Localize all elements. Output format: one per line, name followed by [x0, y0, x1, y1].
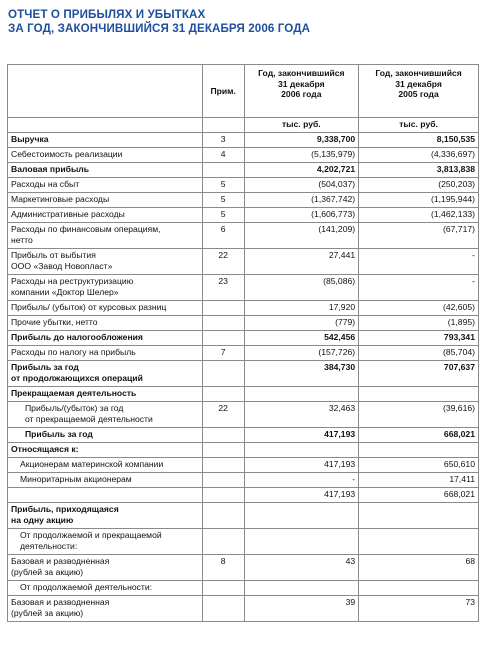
row-label-line: (рублей за акцию)	[11, 607, 84, 618]
table-row	[8, 249, 479, 275]
row-label-line: на одну акцию	[11, 514, 74, 525]
row-value-2006: 17,920	[244, 301, 359, 316]
row-value-2005: (1,195,944)	[359, 193, 479, 208]
row-value-2005: 668,021	[359, 488, 479, 503]
row-value-2006: 32,463	[244, 402, 359, 428]
row-label	[8, 223, 203, 249]
row-label-line: Прибыль за год	[11, 362, 79, 372]
row-label	[8, 458, 203, 473]
row-value-2005: 668,021	[359, 428, 479, 443]
row-label-line: Относящаяся к:	[11, 444, 79, 454]
table-row	[8, 208, 479, 223]
row-value-2006	[244, 387, 359, 402]
row-label	[8, 316, 203, 331]
row-value-2005: 650,610	[359, 458, 479, 473]
header-period-2005-line: 2005 года	[398, 89, 439, 99]
row-value-2005: (42,605)	[359, 301, 479, 316]
row-label-line: Прибыль от выбытия	[11, 250, 96, 260]
row-value-2006: (504,037)	[244, 178, 359, 193]
row-label-line: Расходы по налогу на прибыль	[11, 347, 136, 357]
row-label-line: Валовая прибыль	[11, 164, 90, 174]
row-label	[8, 443, 203, 458]
row-value-2006: 9,338,700	[244, 133, 359, 148]
row-value-2006	[244, 443, 359, 458]
header-period-2006	[244, 65, 359, 118]
report-title-line-1: ОТЧЕТ О ПРИБЫЛЯХ И УБЫТКАХ	[8, 8, 206, 21]
row-label-line: Расходы на сбыт	[11, 179, 80, 189]
row-label	[8, 488, 203, 503]
row-label	[8, 581, 203, 596]
row-label-line: Базовая и разводненная	[11, 597, 110, 607]
row-value-2005: 3,813,838	[359, 163, 479, 178]
row-value-2006: (1,367,742)	[244, 193, 359, 208]
header-period-2005-line: Год, закончившийся	[375, 68, 462, 78]
table-row	[8, 346, 479, 361]
row-value-2005: 8,150,535	[359, 133, 479, 148]
row-value-2006: 417,193	[244, 458, 359, 473]
row-label	[8, 193, 203, 208]
row-label-line: Прибыль до налогообложения	[11, 332, 143, 342]
row-value-2005: -	[359, 249, 479, 275]
row-label-line: Прибыль/ (убыток) от курсовых разниц	[11, 302, 167, 312]
row-label	[8, 361, 203, 387]
units-note-cell	[202, 118, 244, 133]
row-label	[8, 473, 203, 488]
income-statement-table	[7, 64, 479, 622]
row-value-2006	[244, 581, 359, 596]
row-value-2006: (1,606,773)	[244, 208, 359, 223]
row-note: 5	[202, 208, 244, 223]
row-note: 3	[202, 133, 244, 148]
row-value-2005: (85,704)	[359, 346, 479, 361]
row-note: 23	[202, 275, 244, 301]
row-value-2005: (1,895)	[359, 316, 479, 331]
header-label-cell	[8, 65, 203, 118]
table-row	[8, 596, 479, 622]
table-row	[8, 223, 479, 249]
row-label-line: От продолжаемой и прекращаемой	[20, 530, 162, 540]
row-value-2006: 417,193	[244, 428, 359, 443]
row-value-2006: -	[244, 473, 359, 488]
row-label-line: Базовая и разводненная	[11, 556, 110, 566]
table-row	[8, 402, 479, 428]
table-row	[8, 178, 479, 193]
row-value-2005: -	[359, 275, 479, 301]
row-value-2006: 4,202,721	[244, 163, 359, 178]
row-label	[8, 555, 203, 581]
row-note: 5	[202, 193, 244, 208]
row-value-2006: (141,209)	[244, 223, 359, 249]
row-value-2005: (250,203)	[359, 178, 479, 193]
row-value-2006: (779)	[244, 316, 359, 331]
row-label-line: Себестоимость реализации	[11, 149, 123, 159]
table-header-row	[8, 65, 479, 118]
row-value-2006	[244, 503, 359, 529]
row-value-2006: (157,726)	[244, 346, 359, 361]
report-title	[8, 8, 310, 35]
row-label	[8, 596, 203, 622]
row-note: 4	[202, 148, 244, 163]
row-value-2005: 793,341	[359, 331, 479, 346]
row-label-line: от продолжающихся операций	[11, 372, 143, 383]
row-value-2006: 43	[244, 555, 359, 581]
table-row	[8, 193, 479, 208]
row-label-line: Миноритарным акционерам	[20, 474, 132, 484]
header-period-2005-line: 31 декабря	[395, 78, 442, 89]
row-note: 5	[202, 178, 244, 193]
units-2005: тыс. руб.	[359, 118, 479, 133]
units-2006: тыс. руб.	[244, 118, 359, 133]
row-note	[202, 596, 244, 622]
row-value-2005: 68	[359, 555, 479, 581]
report-title-line-2: ЗА ГОД, ЗАКОНЧИВШИЙСЯ 31 ДЕКАБРЯ 2006 ГОДА	[8, 21, 311, 35]
units-label-cell	[8, 118, 203, 133]
row-label	[8, 163, 203, 178]
row-label-line: Прибыль/(убыток) за год	[25, 403, 124, 413]
row-value-2005	[359, 387, 479, 402]
row-value-2005: (4,336,697)	[359, 148, 479, 163]
table-row	[8, 581, 479, 596]
table-row	[8, 133, 479, 148]
row-label	[8, 208, 203, 223]
table-row	[8, 163, 479, 178]
row-label	[8, 402, 203, 428]
table-row	[8, 529, 479, 555]
row-label-line: Прочие убытки, нетто	[11, 317, 98, 327]
row-note	[202, 361, 244, 387]
row-note	[202, 301, 244, 316]
row-value-2005	[359, 581, 479, 596]
table-row	[8, 387, 479, 402]
table-row	[8, 428, 479, 443]
row-label-line: компании «Доктор Шелер»	[11, 286, 119, 297]
row-label-line: нетто	[11, 234, 33, 245]
row-note	[202, 503, 244, 529]
row-label	[8, 275, 203, 301]
row-note: 6	[202, 223, 244, 249]
row-note	[202, 387, 244, 402]
row-note: 8	[202, 555, 244, 581]
row-label	[8, 301, 203, 316]
row-value-2006: 542,456	[244, 331, 359, 346]
row-value-2006	[244, 529, 359, 555]
header-period-2005	[359, 65, 479, 118]
row-value-2006: 39	[244, 596, 359, 622]
row-label-line: Расходы на реструктуризацию	[11, 276, 134, 286]
row-label-line: Прекращаемая деятельность	[11, 388, 137, 398]
row-note	[202, 163, 244, 178]
row-note	[202, 473, 244, 488]
row-note	[202, 581, 244, 596]
row-label-line: деятельности:	[20, 540, 78, 551]
row-label-line: (рублей за акцию)	[11, 566, 84, 577]
row-label	[8, 133, 203, 148]
row-label-line: Прибыль, приходящаяся	[11, 504, 119, 514]
row-note: 22	[202, 402, 244, 428]
row-value-2005	[359, 443, 479, 458]
row-note	[202, 443, 244, 458]
row-label-line: Выручка	[11, 134, 49, 144]
row-label-line: Расходы по финансовым операциям,	[11, 224, 161, 234]
row-label-line: ООО «Завод Новопласт»	[11, 260, 113, 271]
table-row	[8, 458, 479, 473]
row-value-2006: (85,086)	[244, 275, 359, 301]
row-label	[8, 249, 203, 275]
row-label	[8, 529, 203, 555]
row-label	[8, 428, 203, 443]
row-value-2005: (1,462,133)	[359, 208, 479, 223]
table-row	[8, 503, 479, 529]
row-note: 22	[202, 249, 244, 275]
row-note	[202, 529, 244, 555]
row-value-2005: 73	[359, 596, 479, 622]
row-value-2006: 417,193	[244, 488, 359, 503]
header-period-2006-line: 2006 года	[281, 89, 322, 99]
row-note	[202, 331, 244, 346]
row-note	[202, 428, 244, 443]
table-row	[8, 555, 479, 581]
row-label-line: От продолжаемой деятельности:	[20, 582, 153, 592]
table-row	[8, 488, 479, 503]
row-value-2005	[359, 529, 479, 555]
row-note	[202, 458, 244, 473]
row-label-line: от прекращаемой деятельности	[25, 413, 153, 424]
table-row	[8, 275, 479, 301]
row-label	[8, 148, 203, 163]
row-label	[8, 331, 203, 346]
table-row	[8, 443, 479, 458]
row-label-line: Акционерам материнской компании	[20, 459, 164, 469]
row-label-line: Маркетинговые расходы	[11, 194, 110, 204]
header-note: Прим.	[202, 65, 244, 118]
row-value-2005: 17,411	[359, 473, 479, 488]
row-note	[202, 488, 244, 503]
row-note: 7	[202, 346, 244, 361]
row-label	[8, 503, 203, 529]
row-label	[8, 178, 203, 193]
row-value-2005: (67,717)	[359, 223, 479, 249]
row-value-2006: 384,730	[244, 361, 359, 387]
row-note	[202, 316, 244, 331]
header-period-2006-line: Год, закончившийся	[258, 68, 345, 78]
row-value-2005: (39,616)	[359, 402, 479, 428]
row-value-2006: (5,135,979)	[244, 148, 359, 163]
header-period-2006-line: 31 декабря	[277, 78, 325, 89]
table-row	[8, 301, 479, 316]
table-row	[8, 331, 479, 346]
table-row	[8, 473, 479, 488]
row-value-2005	[359, 503, 479, 529]
row-label	[8, 387, 203, 402]
row-label-line: Прибыль за год	[25, 429, 93, 439]
row-label	[8, 346, 203, 361]
table-row	[8, 148, 479, 163]
table-row	[8, 361, 479, 387]
table-row	[8, 316, 479, 331]
units-row	[8, 118, 479, 133]
row-value-2006: 27,441	[244, 249, 359, 275]
row-value-2005: 707,637	[359, 361, 479, 387]
row-label-line: Административные расходы	[11, 209, 125, 219]
